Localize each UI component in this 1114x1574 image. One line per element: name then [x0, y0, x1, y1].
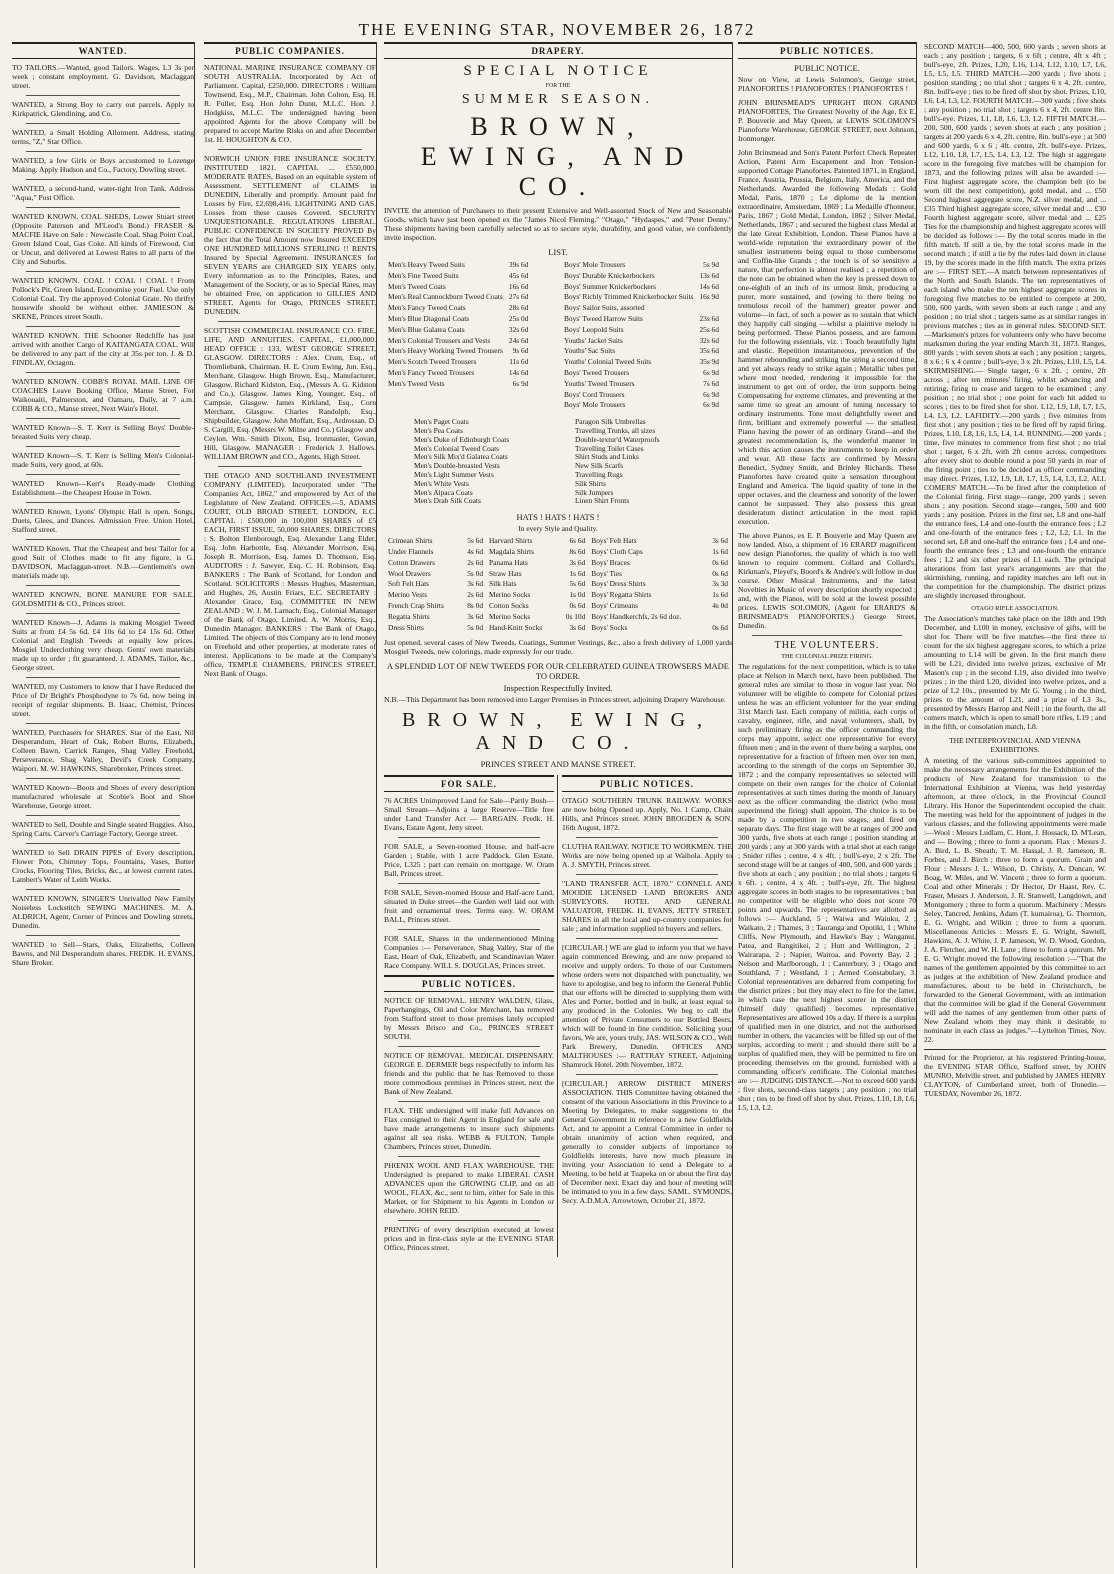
nb-note: N.B.—This Department has been removed into Larger Premises in Princes street, adjoining Drapery Warehouse. [384, 695, 726, 705]
advertisement: WANTED Known—Kerr's Ready-made Clothing Establishment—the Cheapest House in Town. [12, 479, 194, 497]
advertisement: NORWICH UNION FIRE INSURANCE SOCIETY. INSTITUTED 1821. CAPITAL ... £550,000. MODERATE RATES, Based on an equitable system of Assessment. SETTLEMENT of CLAIMS in DUNEDIN, Liberally and promptly. Amount paid for Losses by Fire, £2,698,416. LIGHTNING AND GAS. Losses from these causes Covered. SECURITY UNQUESTIONABLE. REGULATIONS LIBERAL. PUBLIC CONFIDENCE IN SOCIETY PROVED By the fact that the Total Amount now Insured EXCEEDS ONE HUNDRED MILLIONS STERLING !! RENTS Insured by Special Agreement. INSURANCES for SEVEN YEARS are CHARGED SIX YEARS only. Every information as to the Principles, Rates, and Management of the Society, or as to Special Rates, may be obtained Free, on application to GILLIES AND STREET, Agents for Otago, PRINCES STREET, DUNEDIN. [204, 154, 376, 316]
advertisement: TO TAILORS.—Wanted, good Tailors. Wages, L3 3s per week ; constant employment. G. Davidson, Maclaggan street. [12, 63, 194, 90]
advertisement: WANTED KNOWN. COAL SHEDS, Lower Stuart street (Opposite Paterson and M'Leod's Bond.) FRASER & MACFIE Have on Sale : Newcastle Coal, Shag Point Coal, Green Island Coal, Gas Coke. All kinds of Firewood, Cut or Uncut, and delivered at Lowest Rates to all parts of the City and Suburbs. [12, 212, 194, 266]
advertisement: The above Pianos, ex E. P. Bouverie and May Queen are now landed. Also, a shipment of 16 ERARD' magnificent new design Pianofortes, the quality of which is too well known to require comment. Collard and Collard's, Kirkman's, Pleyel's, Boord's & Andrée's will follow in due course. Other Musical Instruments, and the latest Novelties in Music of every description shortly expected ; and, with the Pianos, will be sold at the lowest possible prices. LEWIS SOLOMON, (Agent for ERARD'S & BRINSMEAD'S PIANOFORTES.) George Street, Dunedin. [738, 531, 916, 630]
advertisement: WANTED, my Customers to know that I have Reduced the Price of Dr Bright's Phosphodyne to 7s 6d, now being in receipt of regular shipments. B. Isaac, Chemist, Princes street. [12, 682, 194, 718]
interprovincial-title: THE INTERPROVINCIAL AND VIENNA EXHIBITIONS. [949, 736, 1081, 754]
advertisement: WANTED to Sell DRAIN PIPES of Every description, Flower Pots, Chimney Tops, Fountains, Vases, Butter Crocks, Flooring Tiles, Bricks, &c., at lowest current rates. Lambert's Water of Leith Works. [12, 848, 194, 884]
price-row: Boys' Tweed Harrow Suits 23s 6d [564, 313, 719, 323]
price-row: Men's Colonial Trousers and Vests 24s 6d [388, 335, 529, 345]
advertisement: FLAX. THE undersigned will make full Advances on Flax consigned to their Agent in England for sale and have made arrangements to insure such shipments against all sea risks. WEBB & FULTON, Temple Chambers, Princes street, Dunedin. [384, 1106, 554, 1152]
price-row: Youths' Colonial Tweed Suits 35s 9d [564, 357, 719, 367]
matches-text: SECOND MATCH—400, 500, 600 yards ; seven shots at each ; any position ; targets, 6 x 6ft ; centre, 4ft x 4ft ; bull's-eye, 2ft. Prizes, L20, L16, L14, L12, L10, L7, L6, L5, L5, L5. THIRD MATCH.—200 yards ; five shots ; position standing ; no trial shot ; targets 6 x 4, 2ft. centre, 8in. bull's-eye ; ties to be fired off shot by shot. Prizes, L10, L6, L4, L3, L2. FOURTH MATCH.—300 yards ; five shots ; any position ; no trial shot ; targets 6 x 4, 2ft. centre 8in. bull's-eye. Prizes, L1, L8, L6, L3, L2. FIFTH MATCH.—200, 500, 600 yards ; seven shots at each ; any position ; targets at 200 yards 6 x 4, 2ft. centre, 8in. bull's-eye ; at 500 and 600 yards, 6 x 6 ; 4ft. centre, 2ft. bull's-eye. Prizes, L12, L10, L8, L7, L5, L4, L3, L2. The high st aggregate score in the foregoing five matches will be champion for 1873, and the following prizes will also be awarded :— First highest aggregate score, the champion belt (to be worn till the next competition), gold medal, and ... £50 Second highest aggregate score, N.Z. silver medal, and ... £35 Third highest aggregate score, silver medal and ... £30 Fourth highest aggregate score, silver medal and ... £25 Ties for the championship and highest aggregate scores will be decided as follows :— By the total scores made in the fifth match. If still a tie, by the total scores made in the second match ; if still a tie by the rules laid down in clause 19, by the scores made in the fifth match. The extra prizes are :— FIRST SET.—A match between representatives of the North and South Islands. The ten representatives of each island who make the ten highest aggregate scores in foregoing five matches to be entitled to compete at 200, 500, 600 yards, with seven shots at each range ; and any position ; no trial shot ; targets same as at similar ranges in previous matches ; ties as in general rules. SECOND SET.—Marksmen's prizes for volunteers only who have become marksmen during the year ending March 31, 1873. Ranges, 800 yards ; with seven shots at each ; any position ; targets, 8 x 6 ; 6 x 4 centre ; bull's-eye, 3 x 2ft. Prizes, L10, L5, L4. SKIRMISHING.— Single target, 6 x 2ft. ; centre, 2ft across ; after ten minutes' firing, whilst advancing and retiring, firing to cease and targets to be examined ; any position ; no trial shot ; one point for each hit added to scores ; ties to be fired shot for shot. L12, L9, L8, L7, L5, L4, L3, L2. LAFIDITY.—200 yards ; five minutes from first shot ; any position ; ties to be fired off by rapid firing. Prizes, L10, L8, L6, L5, L4, L4. RUNNING.—200 yards ; time, five minutes to commence from first shot ; no trial shot ; target, 6 x 2ft, with 2ft centre across, competitors after every shot to double round a post 50 yards in rear of the firing point ; ties to be decided as officer commanding may direct. Prizes, L12, L9, L8, L7, L5, L4, L3, L2. ALL COMERS' MATCH.—To be fired after the completion of the Colonial firing. First stage—range, 200 yards ; seven shots ; any position. Second stage—ranges, 500 and 600 yards ; any position. Prizes in the first set, L8 and one-half the entrance fees, L4 and one-fourth the entrance fees ; L2 and one-fourth of the entrance fees ; L2, L2, L1. In the second set, L8 and one-half the entrance fees ; L4 and one-fourth the entrance fees ; L3 and one-fourth the entrance fees ; L2 and six other prizes of L1 each. The principal alterations from last year's arrangements are that the skirmishing, running, and rapidity matches are left out in the competition for the championship. The district prizes are slightly increased throughout. [924, 42, 1106, 600]
price-row: Boys' Cord Trousers 6s 9d [564, 389, 719, 399]
section-public-notices: PUBLIC NOTICES. [384, 975, 554, 992]
masthead [0, 0, 1114, 42]
advertisement: [CIRCULAR.] ARROW DISTRICT MINERS' ASSOCIATION. THIS Committee having obtained the consent of the various Associations in this Province to a Meeting by Delegates, to make suggestions to the General Government in reference to a new Goldfields Act, and to appoint a Central Committee in order to obtain unanimity of action when required, and generally to consider subjects of importance to Goldfields interests, have now much pleasure in inviting your Association to send a Delegate to a Meeting, to be held at Tuapeka on or about the first day of December next. Exact day and hour of meeting will be intimated to you in a few days. SAML. SYMONDS, Secy. A.D.M.A. Arrowtown, October 21, 1872. [562, 1079, 732, 1206]
splendid-lot: A SPLENDID LOT OF NEW TWEEDS FOR OUR CELEBRATED GUINEA TROWSERS MADE TO ORDER. [387, 661, 729, 682]
advertisement: WANTED, a Small Holding Allotment. Address, stating terms, "Z," Star Office. [12, 128, 194, 146]
price-row: Men's Scotch Tweed Trousers 11s 6d [388, 357, 529, 367]
price-row: Youths' Sac Suits 35s 6d [564, 346, 719, 356]
list-item: Silk Shirts [575, 478, 607, 488]
section-header: DRAPERY. [384, 42, 732, 59]
list-item: Travelling Rugs [575, 469, 623, 479]
advertisement: WANTED KNOWN. COBB'S ROYAL MAIL LINE OF COACHES Leave Booking Office, Manse Street, For Waikouaiti, Palmerston, and Oamaru, Daily, at 7 a.m. COBB & CO., Manse street, Next Wain's Hotel. [12, 377, 194, 413]
price-row: Boys' Sailor Suits, assorted [564, 303, 645, 313]
advertisement: PHŒNIX WOOL AND FLAX WAREHOUSE. THE Undersigned is prepared to make LIBERAL CASH ADVANCES upon the GROWING CLIP, and on all WOOL, FLAX, &c., sent to him, either for Sale in this Market, or for Shipment to his Agents in London or elsewhere. JOHN REID. [384, 1161, 554, 1216]
public-notices-list [384, 996, 554, 1252]
list-title: LIST. [548, 247, 568, 257]
price-row: Cotton Drawers 2s 6d Panama Hats 3s 6d Boys' Braces 0s 6d [388, 557, 728, 567]
price-row: Boys' Mole Trousers 6s 9d [564, 400, 719, 410]
advertisement: WANTED Known. That the Cheapest and best Tailor for a good Suit of Clothes made to fit any figure, is G. DAVIDSON, Maclaggan-street. N.B.—Gentlemen's own materials made up. [12, 544, 194, 580]
public-notice-sub: PUBLIC NOTICE. [794, 63, 860, 73]
list-item: Men's Light Summer Vests [414, 469, 494, 479]
list-item: Linen Shirt Fronts [575, 496, 630, 506]
price-row: Regatta Shirts 3s 6d Merino Socks 0s 10d Boys' Handkerchfs, 2s 6d doz. [388, 611, 682, 621]
advertisement: John Brinsmead and Son's Patent Perfect Check Repeater Action, Patent Arm Escapement and Iron Tension-supported Cottage Pianofortes. Patented 1871, in England, France, Austria, Prussia, Belgium, Italy, America, and the Netherlands. Awarded the following Medals : Gold Medal, Paris, 1870 ; Le diplome de la mention extraordinaire, Amsterdam, 1869 ; La Medaille d'honneur, Paris, 1867 ; Gold Medal, London, 1862 ; Silver Medal, Netherlands, 1867 ; and secured the highest class Medal at the late Great Exhibition, London. These Pianos have a world-wide reputation the extraordinary power of the smallest instruments being equal to those cumbersome and Coffin-like Grands ; the touch is of so sensitive a nature, that perfection is almost realised ; a repetition of the note can be obtained when the key is pressed down to one-eighth of an inch of its utmost limit, producing a purer, more sustained, and (owing to there being no tremulous recoil of the hammer) greater power and volume—in fact, of such a power as to sustain that which they happily call singing —whilst a plaintive melody is being performed. These Pianos possess, and are famous for the following essentials, viz. : Touch beautifully light and elastic. Repetition instantaneous, prevention of the hammer rebounding and striking the string a second time, and yet always ready to strike again ; Metallic tubes put where most needed, rendering it impossible for the instrument to get out of order, the iron supports being Compensating for extreme climates, and preventing at the same time so great an amount of tuning necessary to ordinary instruments. Tone most delightfully sweet and firm, brilliant and extremely powerful — the smallest Piano having the power of an ordinary Grand—and the greatest recommendation is, the wonderful manner in which this action causes the instruments to keep in order and wear. All these facts are confirmed by Messrs Benedict, Sydney Smith, and Brinley Richards. These Pianofortes have created quite a sensation throughout England and America. The liquid quality of tone in the upper octaves, and the clearness and sonority of the lower cannot be surpassed. They also possess this great desideratum distinct articulation in the most rapid execution. [738, 148, 916, 526]
price-row: Men's Fancy Tweed Coats 28s 6d [388, 303, 529, 313]
intro-text: INVITE the attention of Purchasers to their present Extensive and Well-assorted Stock of New and Seasonable Goods, which have just been opened ex the "James Nicol Fleming," "Otago," "Hydaspes," and "Peter Denny." These shipments having been carefully selected so as to secure style, durability, and good value, we confidently invite inspection. [384, 206, 732, 242]
summer-season: SUMMER SEASON. [461, 92, 655, 107]
advertisement: NOTICE OF REMOVAL. MEDICAL DISPENSARY. GEORGE E. DERMER begs respectfully to inform his friends and the public that he has Removed to those more commodious premises in Princes street, next the Bank of New Zealand. [384, 1051, 554, 1097]
hats-table [384, 535, 732, 634]
advertisement: WANTED KNOWN. THE Schooner Redcliffe has just arrived with another Cargo of KAITANGATA COAL. Will be delivered to any part of the city at 35s per ton. J. & D. FINDLAY, Octagon. [12, 331, 194, 367]
list-item: Men's White Vests [414, 478, 469, 488]
list-item: Men's Alpaca Coats [414, 487, 473, 497]
for-the: FOR THE [545, 83, 571, 89]
imprint: Printed for the Proprietor, at his registered Printing-house, the EVENING STAR Office, Stafford street, by JOHN MUNRO, Melville street, and published by JAMES HENRY CLAYTON, of Cumberland street, both of Dunedin.—TUESDAY, November 26, 1872. [924, 1049, 1106, 1098]
price-row: Boys' Mole Trousers 5s 9d [564, 260, 719, 269]
firm-name-2: BROWN, EWING, AND CO. [401, 709, 715, 755]
price-row: Soft Felt Hats 3s 6d Silk Hats 5s 6d Boys' Dress Shirts 3s 3d [388, 579, 728, 589]
coats-list [414, 418, 571, 506]
advertisement: WANTED to Sell, Double and Single seated Buggies. Also, Spring Carts. Carver's Carriage Factory, George street. [12, 820, 194, 838]
advertisement: WANTED Known—Boots and Shoes of every description manufactured wholesale at Scobie's Boot and Shoe Warehouse, George street. [12, 783, 194, 810]
list-item: Travelling Trunks, all sizes [575, 425, 656, 435]
inspection: Inspection Respectfully Invited. [503, 683, 613, 694]
section-header: PUBLIC COMPANIES. [204, 42, 376, 59]
price-row: Under Flannels 4s 6d Magdala Shirts 8s 6d Boys' Cloth Caps 1s 6d [388, 546, 728, 556]
price-row: French Crap Shirts 8s 0d Cotton Socks 0s 6d Boys' Crimeans 4s 0d [388, 600, 728, 610]
list-item: Men's Double-breasted Vests [414, 461, 500, 471]
column-drapery [384, 42, 733, 1568]
list-item: New Silk Scarfs [575, 461, 624, 471]
volunteers-sub: THE COLONIAL PRIZE FIRING. [781, 653, 873, 660]
advertisement: WANTED, Purchasers for SHARES. Star of the East, Nil Desperandum, Heart of Oak, Robert Burns, Elizabeth, Colleen Bawn, Carrick Ranges, Shag Valley Freehold, Perseverance, Shag Valley, Devil's Creek Company, Waipori. M. W. HAWKINS, Sharebroker, Princes street. [12, 728, 194, 773]
list-item: Double-textur'd Waterproofs [575, 434, 660, 444]
hats-sub: In every Style and Quality. [518, 524, 598, 534]
advertisement: JOHN BRINSMEAD'S UPRIGHT IRON GRAND PIANOFORTES, The Greatest Novelty of the Age, Ex E. P. Bouverie and May Queen, at LEWIS SOLOMON'S Pianoforte Warehouse, GEORGE STREET, next Johnson, Ironmonger. [738, 98, 916, 143]
just-opened: Just opened, several cases of New Tweeds, Coatings, Summer Vestings, &c., also a fresh delivery of 1,000 yards Mosgiel Tweeds, new colorings, made expressly for our trade. [384, 638, 732, 657]
list-item: Travelling Toilet Cases [575, 443, 644, 453]
advertisement: FOR SALE, Shares in the undermentioned Mining Companies :— Perseverance, Shag Valley, Star of the East, Heart of Oak, Elizabeth, and Scandinavian Water Race Company. WILL S. DOUGLAS, Princes street. [384, 934, 554, 971]
advertisement: WANTED KNOWN. COAL ! COAL ! COAL ! From Pollock's Pit, Green Island, Economise your Fuel. Use only Colonial Coal. Try the approved Colonial Grate. No thrifty housewife should be without either. JAMIESON & SKENE, Princes street South. [12, 276, 194, 321]
column-public-notices [738, 42, 917, 1568]
special-notice: SPECIAL NOTICE [463, 63, 653, 79]
advertisement: PRINTING of every description executed at lowest prices and in first-class style at the EVENING STAR Office, Princes street. [384, 1225, 554, 1253]
advertisement: NATIONAL MARINE INSURANCE COMPANY OF SOUTH AUSTRALIA. Incorporated by Act of Parliament. Capital, £250,000. DIRECTORS : William Townsend, Esq., M.P., Chairman. John Colton, Esq. H. R. Fuller, Esq. Hon John Dunn, M.L.C. Hon. J. Hodgkiss, M.L.C. The undersigned having been appointed Agents for the above Company will be prepared to accept Marine Risks on and after December 1st. H. HOUGHTON & CO. [204, 63, 376, 144]
price-row: Boys' Summer Knickerbockers 14s 6d [564, 281, 719, 291]
interprovincial-text: A meeting of the various sub-committees appointed to make the necessary arrangements for the Exhibition of the products of New Zealand for transmission to the International Exhibition at Vienna, was held yesterday afternoon, at three o'clock, in the Provincial Council Library. His Honor the Superintendent occupied the chair. The meeting was held for the appointment of judges in the various classes, and the following appointments were made :—Wool : Messrs Ludlam, C. Hunt, J. Hossack, D. M'Lean, and — Bowing ; three to form a quorum. Flax : Messrs J. A. Bird, L. B. Sheath, T. M. Hassal, J. R. Jameson, R. Forbes, and J. Birch ; three to form a quorum. Grain and Flour : Messrs J. L. Wilson, D. Christy, A. Duncan, W. Boag, W. Miles, and W. Vincent ; three to form a quorum. Coal and other Minerals : Dr Hector, Dr Haast, Rev. C. Fraser, Messrs J. Anderson, J. R. Stanwell, Langdown, and Montgomery ; three to form a quorum. Machinery : Messrs Seley, Tancred, Jenkins, Adam (T. kumairoa), G. Thornton, E. G. Wright, and Wilkin ; three to form a quorum. Miscellaneous Articles : Messrs E. G. Wright, Sawtell, Hawkins, A. J. White, J. P. Jameson, W. D. Wood, Gordon, J. A. Fletcher, and W. H. Lane ; three to form a quorum. Mr E. G. Wright moved the following resolution :—"That the names of the gentlemen appointed by this committee to act as judges at the exhibition of New Zealand produce and manufactures, about to be held in Christchurch, be forwarded to the General Government, with an intimation that the committee will be glad if the General Government will add the names of any gentlemen from other parts of New Zealand whom they may think it desirable to nominate in each class as judges."—Lyttelton Times, Nov. 22. [924, 756, 1106, 1044]
volunteers-title: THE VOLUNTEERS. [774, 640, 880, 651]
advertisement: WANTED Known, Lyons' Olympic Hall is open. Songs, Duets, Glees, and Dances. Admission Free. Union Hotel, Stafford street. [12, 507, 194, 534]
price-row: Youths' Tweed Trousers 7s 6d [564, 378, 719, 388]
advertisement: WANTED KNOWN, SINGER'S Unrivalled New Family Noiseless Lockstitch SEWING MACHINES. M. A. ALDRICH, Agent, Corner of Princes and Dowling streets, Dunedin. [12, 894, 194, 930]
accessories-list [575, 418, 732, 506]
advertisement: [CIRCULAR.] WE are glad to inform you that we have again commenced Brewing, and are now prepared to receive and supply orders. To those of our Customers whose orders were not dispatched with punctuality, we have to apologise, and beg to inform the General Public that our efforts will be directed to supplying them with Ales and Porter, bottled and in bulk, at least equal to any produced in the Colonies. We beg to call the attention of Private Consumers to our Bottled Beers, which will be found in fine condition. Soliciting your favors, We are, yours truly, JAS. WILSON & CO., Well Park Brewery, Dunedin. OFFICES AND MALTHOUSES :— RATTRAY STREET, Adjoining Shamrock Hotel. 20th November, 1872. [562, 943, 732, 1070]
column-wanted [12, 42, 195, 1568]
price-row: Boys' Durable Knickerbockers 13s 6d [564, 270, 719, 280]
list-item: Men's Drab Silk Coats [414, 496, 481, 506]
otago-rifle-text: The Association's matches take place on the 18th and 19th December, and L100 in money, exclusive of gifts, will be shot for. There will be five matches—the first three to count for the six highest aggregate scores, to which a prize amounting to L14 will be given. In the first match there will be L21, divided into twelve prizes, exclusive of Mr Mason's cup ; in the second L19, also divided into twelve prizes ; in the third L20, divided into twelve prizes, and a prize of L2 10s., presented by Mr G. Young ; in the third, prizes to the amount of L21, and a prize of L3 3s., presented by Messrs Harrop and Neill ; in the fourth, the all comers match, which is open to small bore rifles, L19 ; and in the fifth, or consolation match, L8. [924, 614, 1106, 731]
list-item: Paragon Silk Umbrellas [575, 417, 646, 427]
price-row: Men's Heavy Working Tweed Trousers 9s 6d [388, 346, 529, 356]
advertisement: WANTED Known—S. T. Kerr is Selling Men's Colonial-made Suits, very good, at 60s. [12, 451, 194, 469]
column-public-companies [204, 42, 377, 1568]
section-for-sale: FOR SALE. [384, 775, 554, 792]
section-header: PUBLIC NOTICES. [738, 42, 916, 59]
price-row: Men's Blue Galatea Coats 32s 6d [388, 324, 529, 334]
price-row: Dress Shirts 5s 0d Hand-Knitt Socks 3s 6d Boys' Socks 0s 6d [388, 622, 728, 632]
list-item: Men's Paget Coats [414, 417, 469, 427]
firm-address: PRINCES STREET AND MANSE STREET. [480, 759, 636, 770]
price-row: Wool Drawers 5s 0d Straw Hats 1s 6d Boys' Ties 0s 6d [388, 568, 728, 578]
advertisement: WANTED to Sell—Stars, Oaks, Elizabeths, Colleen Bawns, and Nil Desperandum shares. FREDK. H. EVANS, Share Broker. [12, 940, 194, 967]
for-sale-list [384, 796, 554, 970]
price-row: Men's Real Cannockburn Tweed Coats 27s 6d [388, 292, 529, 302]
price-row: Crimean Shirts 5s 6d Harvard Shirts 6s 6d Boys' Felt Hats 3s 6d [388, 536, 728, 546]
newspaper-title: THE EVENING STAR, NOVEMBER 26, 1872 [358, 20, 756, 39]
firm-name: BROWN, EWING, AND CO. [420, 112, 696, 201]
list-item: Men's Silk Mix'd Galatea Coats [414, 452, 508, 462]
price-row: Men's Blue Diagonal Coats 25s 0d [388, 313, 529, 323]
advertisement: FOR SALE, Seven-roomed House and Half-acre Land, situated in Duke street—the Garden well laid out with fruit and ornamental trees. Terms easy. W. ORAM BALL, Princes street. [384, 888, 554, 925]
list-item: Men's Pea Coats [414, 425, 463, 435]
section-header: WANTED. [12, 42, 194, 59]
price-row: Men's Tweed Vests 6s 9d [388, 378, 529, 388]
advertisement: NOTICE OF REMOVAL. HENRY WALDEN, Glass, Paperhangings, Oil and Color Merchant, has removed from Stafford street to those premises lately occupied by Messrs Brisco and Co., PRINCES STREET SOUTH. [384, 996, 554, 1042]
list-item: Men's Duke of Edinburgh Coats [414, 434, 510, 444]
list-item: Silk Jumpers [575, 487, 614, 497]
advertisement: OTAGO SOUTHERN TRUNK RAILWAY. WORKS are now being Opened up. Apply, No. 1 Camp, Chain Hills, and Princes street. JOHN BROGDEN & SON. 16th August, 1872. [562, 796, 732, 833]
advertisement: CLUTHA RAILWAY. NOTICE TO WORKMEN. THE Works are now being opened up at Waihola. Apply to A. J. SMYTH, Princes street. [562, 842, 732, 870]
price-list-right [560, 259, 723, 412]
advertisement: WANTED, a few Girls or Boys accustomed to Lozenge Making. Apply Hudson and Co., Factory, Dowling street. [12, 156, 194, 174]
price-list-left [384, 259, 532, 391]
list-item: Men's Colonial Tweed Coats [414, 443, 500, 453]
advertisement: WANTED Known—J. Adams is making Mosgiel Tweed Suits at from £4 5s 6d, £4 10s 6d to £4 15s 6d. Other Colonial and English Tweeds at equally low prices. Mosgiel Underclothing very cheap. Gents' own materials made up to order ; fit guaranteed. J. ADAMS, Tailor, &c., George street. [12, 618, 194, 672]
public-notices-list [562, 796, 732, 1205]
price-row: Boys' Tweed Trousers 6s 9d [564, 367, 719, 377]
price-row: Men's Fancy Tweed Trousers 14s 6d [388, 367, 529, 377]
advertisement: SCOTTISH COMMERCIAL INSURANCE CO. FIRE, LIFE, AND ANNUITIES. CAPITAL, £1,000,000. HEAD OFFICE : 133, WEST GEORGE STREET, GLASGOW. DIRECTORS : Alex. Crum, Esq., of Thornliebank, Chairman. H. E. Crum Ewing, Jun. Esq., Merchant, Glasgow. Hugh Brown, Esq., Manufacturer, Glasgow. Richard Kidston, Esq., (Messrs A. G. Kidston and Co.), Glasgow. James King, Younger, Esq., of Campsie, Glasgow. James Kirkland, Esq., Corn Merchant, Glasgow. Charles Randolph, Esq., Shipbuilder, Glasgow. John Moffatt, Esq., Ardrossan. D. S. Cargill, Esq. (Messrs W. Milne and Co.) Glasgow and Ceylon. Wm. Smith Dixon, Esq, Ironmaster, Govan, Hill, Glasgow. MANAGER : Frederick J. Hallows. WILLIAM BROWN and CO., Agents, High Street. [204, 326, 376, 461]
advertisement: WANTED KNOWN, BONE MANURE FOR SALE. GOLDSMITH & CO., Princes street. [12, 590, 194, 608]
advertisement: 76 ACRES Unimproved Land for Sale—Partly Bush—Small Stream—Adjoins a large Reserve—Title free under Land Transfer Act — BARGAIN. Fredk. H. Evans, Estate Agent, Jetty street. [384, 796, 554, 833]
hats-header: HATS ! HATS ! HATS ! [516, 512, 600, 523]
price-row: Boys' Richly Trimmed Knickerbocker Suits 16s 9d [564, 292, 719, 302]
column-news [924, 42, 1106, 1568]
advertisement: "LAND TRANSFER ACT, 1870." CONNELL AND MOODIE LICENSED LAND BROKERS AND SURVEYORS. HOTEL AND GENERAL VALUATOR, FREDK. H. EVANS, JETTY STREET. SHARES in all the local and up-country companies for sale ; and information supplied to buyers and sellers. [562, 879, 732, 934]
advertisement: WANTED, a Strong Boy to carry out parcels. Apply to Kirkpatrick, Glendining, and Co. [12, 100, 194, 118]
list-item: Shirt Studs and Links [575, 452, 639, 462]
advertisement: WANTED, a second-hand, water-tight Iron Tank. Address "Aqua," Post Office. [12, 184, 194, 202]
advertisement: Now on View, at Lewis Solomon's, George street, PIANOFORTES ! PIANOFORTES ! PIANOFORTES ! [738, 75, 916, 93]
otago-rifle-title: OTAGO RIFLE ASSOCIATION. [971, 605, 1059, 612]
price-row: Boys' Leopold Suits 25s 6d [564, 324, 719, 334]
advertisement: THE OTAGO AND SOUTHLAND INVESTMENT COMPANY (LIMITED). Incorporated under "The Companies Act, 1862," and empowered by Act of the Legislature of New Zealand. OFFICES.—5, ADAMS COURT, OLD BROAD STREET, LONDON, E.C. CAPITAL : £500,000 in 100,000 SHARES of £5 EACH, FIRST ISSUE, 50,000 SHARES. DIRECTORS : S. Bolton Elenborough, Esq. Alexander Lang Elder, Esq. John Harbottle, Esq. Alexander Morrison, Esq. Joseph R. Morrison, Esq. James D. Thomson, Esq. AUDITORS : J. Sawyer, Esq. C. H. Robinson, Esq. BANKERS : The Bank of Scotland, for London and Scotland. SOLICITORS : Messrs Hughes, Masterman, and Hughes, 26, Austin Friars, E.C. SECRETARY : Alexander Grace, Esq. COMMITTEE IN NEW ZEALAND : W. J. M. Larnach, Esq., Colonial Manager of the Bank of Otago, Limited. A. W. Morris, Esq., Dunedin Manager. BANKERS : The Bank of Otago, Limited. The objects of this Company are to lend money on Freehold and other properties, at moderate rates of interest. Applications to be made at the Company's office, TEMPLE CHAMBERS, PRINCES STREET, Next Bank of Otago. [204, 471, 376, 678]
price-row: Men's Heavy Tweed Suits 39s 6d [388, 260, 529, 269]
advertisement: FOR SALE, a Seven-roomed House, and half-acre Garden ; Stable, with 1 acre Paddock. Glen Estate. Price, L325 ; part can remain on mortgage. W. Oram Ball, Princes street. [384, 842, 554, 879]
price-row: Men's Tweed Coats 16s 6d [388, 281, 529, 291]
price-row: Men's Fine Tweed Suits 45s 6d [388, 270, 529, 280]
ads-list [204, 63, 376, 678]
advertisement: WANTED Known—S. T. Kerr is Selling Boys' Double-breasted Suits very cheap. [12, 423, 194, 441]
ads-list [738, 75, 916, 630]
ads-list [12, 63, 194, 967]
section-public-notices: PUBLIC NOTICES. [562, 775, 732, 792]
price-row: Merino Vests 2s 6d Merino Socks 1s 0d Boys' Regatta Shirts 1s 6d [388, 590, 728, 600]
volunteers-text: The regulations for the next competition, which is to take place at Nelson in March next, have been published. The general rules are similar to those in vogue last year. No volunteer will be eligible to compete for Colonial prizes unless he was an efficient volunteer for the year ending 31st March last. Each company of militia, each corps of cavalry, engineer, rifle, and naval volunteers, shall, by such preliminary firing as the officer commanding the corps may appoint, select one representative for every fifteen men ; and in the event of there being a surplus, one representative for a fraction of fifteen men over ten men, according to the strength of the corps on September 30, 1872 ; and the company representatives so selected will compete on their own ranges for the choice of Colonial representatives at such times during the month of January next as the officer commanding the district (who must superintend the firing) shall appoint. The choice is to be made by a competition in two stages, and fired on separate days. The first stage will be at ranges of 200 and 300 yards, five shots at each range ; position standing at 200 yards ; any at 300 yards with a trial shot at each range ; Snider rifles ; centre, 4 x 4ft. ; bull's-eye, 2 x 2ft. The second stage will be at ranges of 400, 500, and 600 yards ; five shots at each ; any position ; no trial shots ; targets 6 x 6ft. ; centre, 4 x 4ft. ; bull's-eye, 2ft. The highest aggregate scores in both stages to be representatives ; but no competitor will be eligible who does not score 70 points and upwards. The representatives are allotted as follows :— Auckland, 5 ; Waiwa and Waiuku, 2 ; Waikato, 2 ; Thames, 3 ; Tauranga and Opotiki, 1 ; White Cliffs, New Plymouth, and Hawke's Bay ; Wanganui, Patea, and Rangitikei, 2 ; Hutt and Wellington, 2 ; Wairarapa, 2 ; Napier, Wairoa, and Poverty Bay, 2 ; Nelson and Marlborough, 1 ; Canterbury, 3 ; Otago and Southland, 7 ; Westland, 1 ; Armed Constabulary, 3. Colonial representatives are debarred from competing for the district prizes ; but they may elect to fire for the latter, in which case the next highest scorer in the district (himself duly qualified) becomes representative. Representatives are allowed 10s a day. If there is a surplus of qualified men in one district, and not the authorised number in others, the vacancies will be filled up out of the surplus, according to merit ; and should there still be a surplus of qualified men, they will be permitted to fire on proceeding themselves on the ground, furnished with a commanding officer's certificate. The Colonial matches are :— JUDGING DISTANCE.—Not to exceed 600 yards ; five shots, second-class targets ; any position ; no trial shot ; ties to be fired off shot by shot. Prizes, L10, L8, L6, L5, L3, L2. [738, 662, 916, 1112]
price-row: Youths' Jacket Suits 32s 6d [564, 335, 719, 345]
